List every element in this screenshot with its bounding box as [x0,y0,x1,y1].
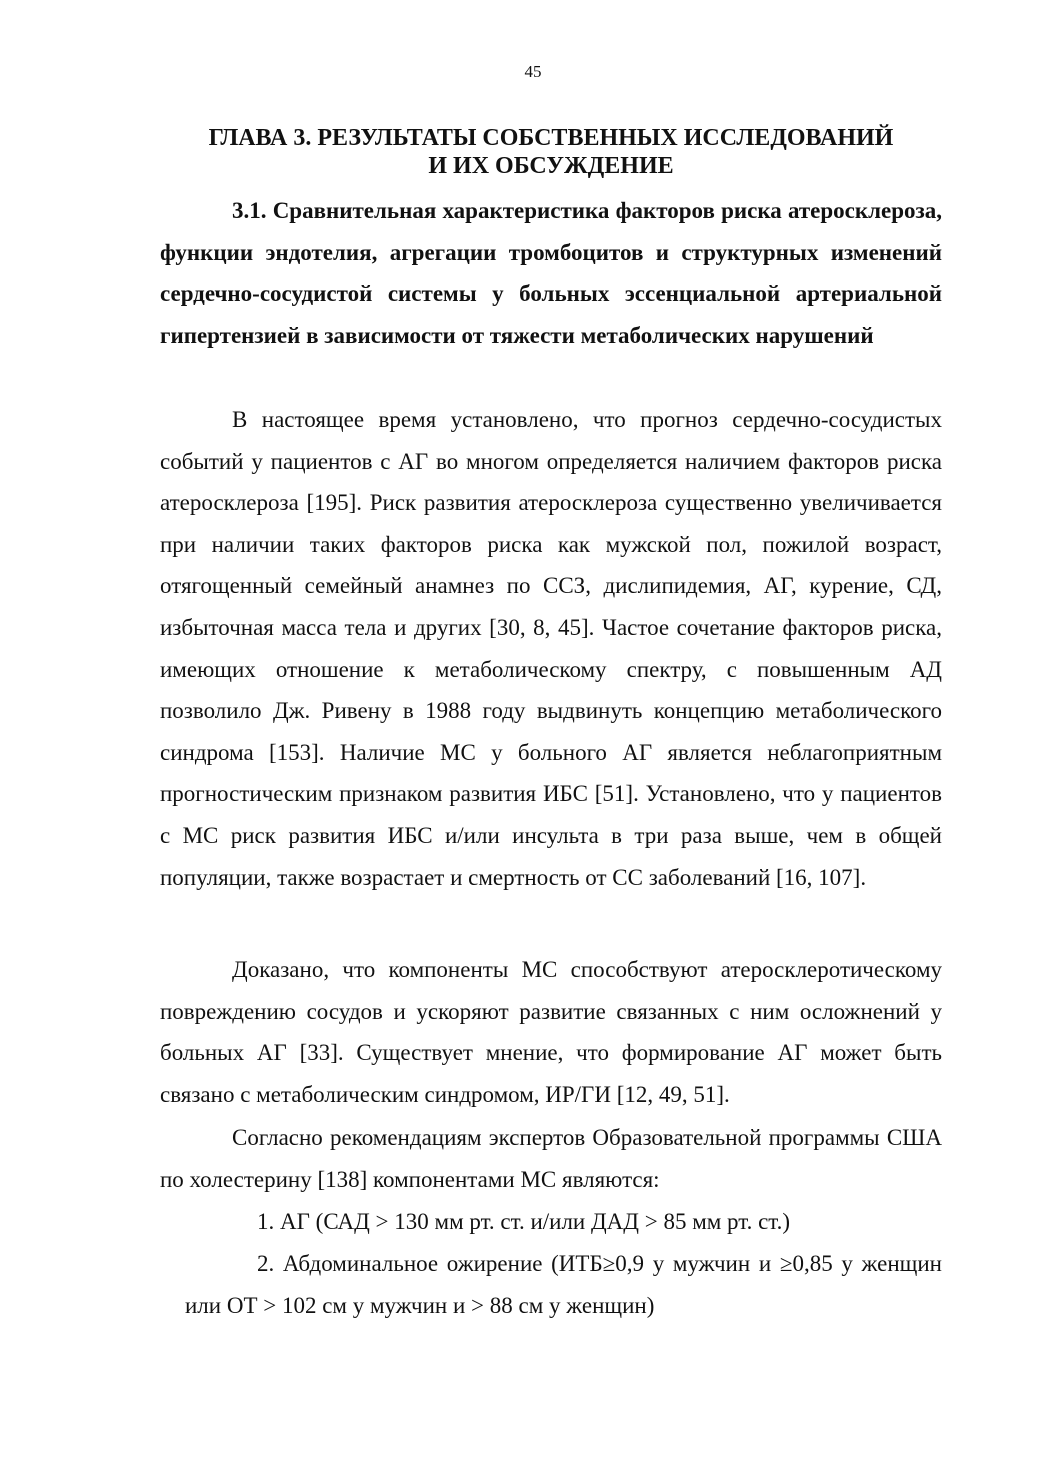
list-item-2: 2. Абдоминальное ожирение (ИТБ≥0,9 у мужчин и ≥0,85 у женщин или ОТ > 102 см у мужчин и > 88 см у женщин) [185,1251,942,1318]
list-item-1: 1. АГ (САД > 130 мм рт. ст. и/или ДАД > 85 мм рт. ст.) [257,1209,791,1234]
chapter-title-line-1: ГЛАВА 3. РЕЗУЛЬТАТЫ СОБСТВЕННЫХ ИССЛЕДОВАНИЙ [208,125,894,151]
paragraph-3: Согласно рекомендациям экспертов Образовательной программы США по холестерину [138] компонентами МС являются: [160,1125,942,1192]
paragraph-2: Доказано, что компоненты МС способствуют атеросклеротическому повреждению сосудов и ускоряют развитие связанных с ним осложнений у больных АГ [33]. Существует мнение, что формирование АГ может быть связано с метаболическим синдромом, ИР/ГИ [12, 49, 51]. [160,957,942,1107]
page-number: 45 [524,62,542,81]
paragraph-1: В настоящее время установлено, что прогноз сердечно-сосудистых событий у пациентов с АГ во многом определяется наличием факторов риска атеросклероза [195]. Риск развития атеросклероза существенно увеличивается при наличии таких факторов риска как мужской пол, пожилой возраст, отягощенный семейный анамнез по ССЗ, дислипидемия, АГ, курение, СД, избыточная масса тела и других [30, 8, 45]. Частое сочетание факторов риска, имеющих отношение к метаболическому спектру, с повышенным АД позволило Дж. Ривену в 1988 году выдвинуть концепцию метаболического синдрома [153]. Наличие МС у больного АГ является неблагоприятным прогностическим признаком развития ИБС [51]. Установлено, что у пациентов с МС риск развития ИБС и/или инсульта в три раза выше, чем в общей популяции, также возрастает и смертность от СС заболеваний [16, 107]. [160,407,942,890]
chapter-title-line-2: И ИХ ОБСУЖДЕНИЕ [428,153,674,179]
section-heading: 3.1. Сравнительная характеристика факторов риска атеросклероза, функции эндотелия, агрегации тромбоцитов и структурных изменений сердечно-сосудистой системы у больных эссенциальной артериальной гипертензией в зависимости от тяжести метаболических нарушений [160,198,942,348]
chapter-title [160,124,942,180]
